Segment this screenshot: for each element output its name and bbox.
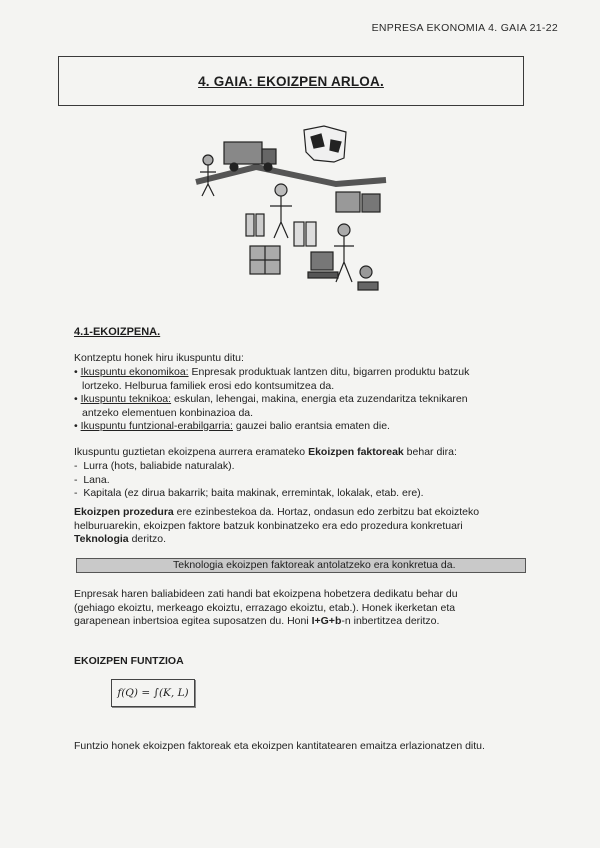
list-item: - Lana.	[74, 473, 110, 486]
factors-intro: Ikuspuntu guztietan ekoizpena aurrera eramateko Ekoizpen faktoreak behar dira:	[74, 446, 457, 458]
procedure-paragraph: Ekoizpen prozedura ere ezinbestekoa da. Hortaz, ondasun edo zerbitzu bat ekoizteko helburuarekin, ekoizpen faktore batzuk konbinatzeko era edo prozedura konkretuari Teknologia deritzo.	[74, 506, 480, 545]
production-illustration	[186, 122, 392, 294]
viewpoint-list: • Ikuspuntu ekonomikoa: Enpresak produktuak lantzen ditu, bigarren produktu batzuk lortzeko. Helburua familiek erosi edo kontsumitzea da. • Ikuspuntu teknikoa: eskulan, lehengai, makina, energia eta zuzendaritza teknikaren antzeko elementuen konbinazioa da. • Ikuspuntu funtzional-erabilgarria: gauzei balio erantsia ematen die.	[74, 366, 526, 434]
rd-paragraph: Enpresak haren baliabideen zati handi bat ekoizpena hobetzera dedikatu behar du (gehiago ekoiztu, merkeago ekoiztu, errazago ekoiztu, etab.). Honek ikerketan eta garapenean inbertsioa egitea suposatzen du. Honi I+G+b-n inbertitzea deritzo.	[74, 588, 458, 627]
technology-definition-box: Teknologia ekoizpen faktoreak antolatzeko era konkretua da.	[76, 558, 526, 573]
page-header: ENPRESA EKONOMIA 4. GAIA 21-22	[371, 22, 558, 34]
production-formula: f(Q) = ∫(K, L)	[111, 679, 195, 707]
intro-text: Kontzeptu honek hiru ikuspuntu ditu:	[74, 352, 244, 364]
page-title: 4. GAIA: EKOIZPEN ARLOA.	[198, 73, 384, 89]
title-box	[58, 56, 524, 106]
list-item: - Kapitala (ez dirua bakarrik; baita makinak, erremintak, lokalak, etab. ere).	[74, 487, 424, 499]
closing-text: Funtzio honek ekoizpen faktoreak eta ekoizpen kantitatearen emaitza erlazionatzen ditu.	[74, 740, 485, 752]
section-title-funtzioa: EKOIZPEN FUNTZIOA	[74, 655, 184, 667]
list-item: • Ikuspuntu teknikoa: eskulan, lehengai, makina, energia eta zuzendaritza teknikaren	[74, 393, 468, 405]
list-item: • Ikuspuntu ekonomikoa: Enpresak produktuak lantzen ditu, bigarren produktu batzuk	[74, 366, 470, 378]
list-item: • Ikuspuntu funtzional-erabilgarria: gauzei balio erantsia ematen die.	[74, 420, 390, 432]
list-item: - Lurra (hots, baliabide naturalak).	[74, 460, 235, 472]
section-title-ekoizpena: 4.1-EKOIZPENA.	[74, 326, 161, 338]
factors-list	[74, 460, 424, 501]
